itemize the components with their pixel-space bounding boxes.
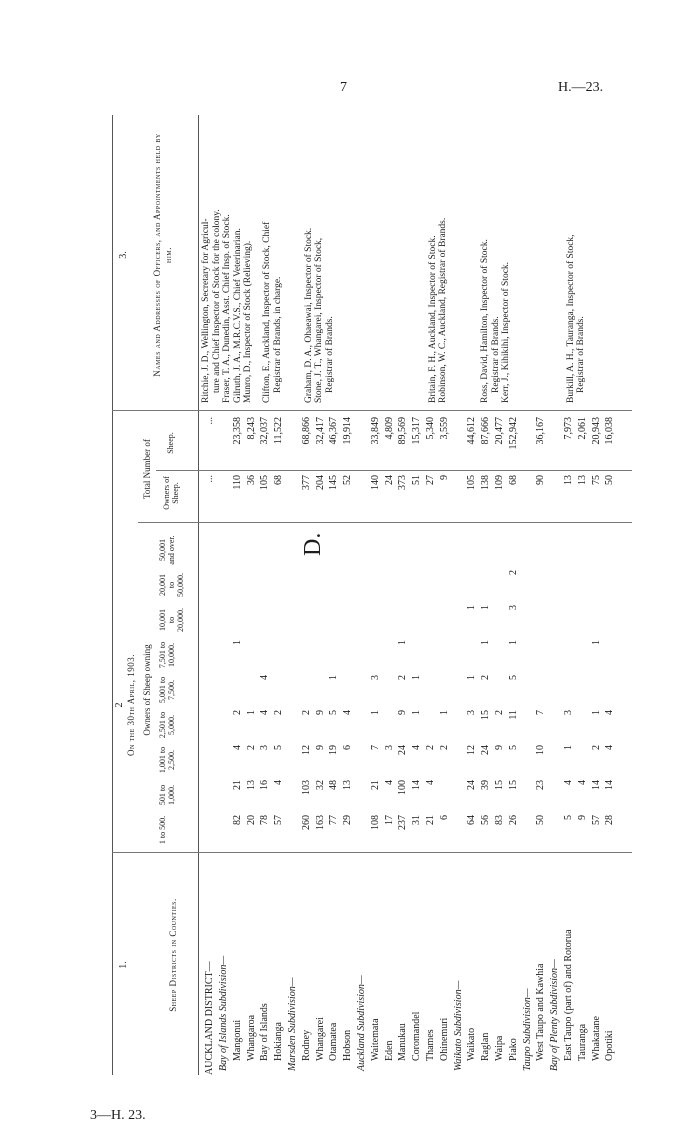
bracket-count: 12 bbox=[300, 745, 312, 755]
owners-header: Owners of Sheep. bbox=[162, 476, 180, 510]
sheep-count: 8,243 bbox=[245, 417, 257, 440]
bracket-header: 7,501 to 10,000. bbox=[158, 641, 176, 669]
col2-number: 2 bbox=[114, 702, 125, 708]
officer-entry bbox=[566, 117, 587, 403]
table-row bbox=[425, 411, 436, 1075]
col2-title: On the 30th April, 1903. bbox=[126, 654, 136, 756]
bracket-count: 57 bbox=[273, 815, 285, 825]
page-number: 7 bbox=[340, 80, 347, 95]
bracket-count: 2 bbox=[494, 710, 505, 715]
officer-line: Graham, D. A., Ohaeawai, Inspector of Stock. bbox=[303, 227, 314, 403]
sheep-count: 46,367 bbox=[328, 417, 340, 445]
owners-count: 50 bbox=[604, 475, 616, 485]
officer-line: Robinson, W. C., Auckland, Registrar of Brands. bbox=[438, 217, 449, 403]
subdivision-name: Waikato Subdivision— bbox=[452, 980, 464, 1071]
table-row bbox=[439, 411, 450, 1075]
sheep-count: 4,809 bbox=[383, 417, 395, 440]
bracket-count: 5 bbox=[507, 745, 519, 750]
bracket-count: 2 bbox=[590, 745, 602, 750]
owners-count: 105 bbox=[259, 475, 271, 490]
bracket-header: 1,001 to 2,500. bbox=[158, 746, 176, 774]
bracket-count: 9 bbox=[576, 815, 588, 820]
owners-count: 140 bbox=[369, 475, 381, 490]
sheep-count: 44,612 bbox=[466, 417, 478, 445]
sheep-count: 36,167 bbox=[535, 417, 547, 445]
officer-entry bbox=[428, 117, 449, 403]
col1-number: 1. bbox=[118, 961, 129, 969]
officer-line: ture and Chief Inspector of Stock for the colony. bbox=[211, 209, 222, 393]
bracket-count: 64 bbox=[466, 815, 478, 825]
table-row bbox=[273, 411, 284, 1075]
owners-group-title: Owners of Sheep owning bbox=[142, 644, 152, 736]
bracket-count: 17 bbox=[383, 815, 395, 825]
sheep-count: 33,849 bbox=[369, 417, 381, 445]
bracket-count: 20 bbox=[245, 815, 257, 825]
owners-count: 36 bbox=[245, 475, 257, 485]
bracket-count: 103 bbox=[300, 780, 312, 795]
county-name: Raglan bbox=[480, 1032, 492, 1061]
bracket-header: 50,001 and over. bbox=[158, 535, 176, 565]
total-group-title: Total Number of bbox=[142, 439, 152, 499]
table-row bbox=[218, 411, 229, 1075]
table-row bbox=[287, 411, 298, 1075]
table-row bbox=[397, 411, 408, 1075]
owners-count: 68 bbox=[507, 475, 519, 485]
bracket-count: 237 bbox=[397, 815, 409, 830]
bracket-count: 2 bbox=[507, 570, 519, 575]
table-row bbox=[522, 411, 533, 1075]
officer-line: Burkill, A. H., Tauranga, Inspector of Stock, bbox=[565, 234, 576, 403]
county-name: Coromandel bbox=[411, 1011, 423, 1061]
bracket-count: 48 bbox=[328, 780, 340, 790]
bracket-count: 2 bbox=[300, 710, 312, 715]
bracket-count: 2 bbox=[231, 710, 243, 715]
owners-count: 109 bbox=[494, 475, 505, 490]
bracket-count: 4 bbox=[425, 780, 436, 785]
sheep-count: 16,038 bbox=[604, 417, 616, 445]
bracket-count: 1 bbox=[397, 640, 409, 645]
subdivision-name: Marsden Subdivision— bbox=[287, 977, 298, 1071]
bracket-header: 20,001 to 50,000. bbox=[158, 573, 185, 597]
owners-count: 138 bbox=[480, 475, 492, 490]
bracket-count: 29 bbox=[342, 815, 354, 825]
county-name: Eden bbox=[383, 1040, 395, 1061]
bracket-count: 2 bbox=[438, 745, 450, 750]
bracket-count: 77 bbox=[328, 815, 340, 825]
county-name: Thames bbox=[425, 1029, 436, 1061]
bracket-count: 2 bbox=[480, 675, 492, 680]
owners-count: 13 bbox=[563, 475, 574, 485]
bracket-count: 32 bbox=[314, 780, 326, 790]
bracket-count: 28 bbox=[604, 815, 616, 825]
owners-count: 75 bbox=[590, 475, 602, 485]
bracket-count: 5 bbox=[328, 710, 340, 715]
sheep-count: 89,569 bbox=[397, 417, 409, 445]
table-row bbox=[370, 411, 381, 1075]
sheep-count: 87,666 bbox=[480, 417, 492, 445]
sheep-count: 68,866 bbox=[300, 417, 312, 445]
subdivision-name: Auckland Subdivision— bbox=[356, 975, 367, 1071]
county-name: Waikato bbox=[466, 1027, 478, 1061]
county-name: Opotiki bbox=[604, 1030, 616, 1061]
col3-title: Names and Addresses of Officers, and Appointments held by him. bbox=[152, 133, 173, 377]
col1-title: Sheep Districts in Counties. bbox=[168, 898, 178, 1012]
bracket-count: 5 bbox=[273, 745, 285, 750]
sheep-count: 32,417 bbox=[314, 417, 326, 445]
bracket-count: 13 bbox=[342, 780, 354, 790]
sheep-count: 19,914 bbox=[342, 417, 354, 445]
bracket-count: 4 bbox=[259, 710, 271, 715]
county-name: Piako bbox=[507, 1038, 519, 1061]
owners-count: 373 bbox=[397, 475, 409, 490]
table-row bbox=[494, 411, 505, 1075]
bracket-count: 260 bbox=[300, 815, 312, 830]
county-name: Rodney bbox=[300, 1029, 312, 1061]
table-row bbox=[453, 411, 464, 1075]
table-row bbox=[508, 411, 519, 1075]
bracket-header: 501 to 1,000. bbox=[158, 784, 176, 806]
table-row bbox=[259, 411, 270, 1075]
bracket-count: 5 bbox=[507, 675, 519, 680]
bracket-count: 21 bbox=[425, 815, 436, 825]
sheep-header: Sheep. bbox=[166, 432, 175, 454]
document-reference: H.—23. bbox=[558, 80, 604, 95]
bracket-count: 1 bbox=[411, 710, 423, 715]
bracket-count: 9 bbox=[397, 710, 409, 715]
bracket-count: 2 bbox=[245, 745, 257, 750]
bracket-count: 1 bbox=[369, 710, 381, 715]
bracket-count: 2 bbox=[425, 745, 436, 750]
bracket-count: 3 bbox=[466, 710, 478, 715]
bracket-count: 9 bbox=[494, 745, 505, 750]
owners-count: 68 bbox=[273, 475, 285, 485]
bracket-header: 2,501 to 5,000. bbox=[158, 711, 176, 739]
bracket-count: 3 bbox=[369, 675, 381, 680]
bracket-count: 4 bbox=[259, 675, 271, 680]
bracket-count: 14 bbox=[604, 780, 616, 790]
county-name: Hobson bbox=[342, 1029, 354, 1061]
officer-line: Registrar of Brands, in charge. bbox=[272, 276, 283, 393]
sheep-count: 3,559 bbox=[438, 417, 450, 440]
officer-line: Kerr, J., Kihikihi, Inspector of Stock. bbox=[501, 261, 512, 403]
officer-line: Registrar of Brands. bbox=[324, 316, 335, 393]
bracket-count: 4 bbox=[411, 745, 423, 750]
officer-line: Stone, J. T., Whangarei, Inspector of Stock, bbox=[314, 237, 325, 403]
owners-count: 52 bbox=[342, 475, 354, 485]
bracket-count: 57 bbox=[590, 815, 602, 825]
bracket-header: 10,001 to 20,000. bbox=[158, 608, 185, 632]
bracket-count: 4 bbox=[604, 745, 616, 750]
officer-entry bbox=[304, 117, 336, 403]
bracket-count: 4 bbox=[563, 780, 574, 785]
officer-entry bbox=[480, 117, 512, 403]
bracket-count: 15 bbox=[507, 780, 519, 790]
bracket-count: 4 bbox=[576, 780, 588, 785]
bracket-count: 56 bbox=[480, 815, 492, 825]
bracket-count: 83 bbox=[494, 815, 505, 825]
county-name: Whangaroa bbox=[245, 1014, 257, 1061]
county-name: Waipa bbox=[494, 1035, 505, 1061]
bracket-count: 7 bbox=[535, 710, 547, 715]
bracket-count: 1 bbox=[590, 710, 602, 715]
bracket-count: 1 bbox=[480, 605, 492, 610]
bracket-count: 23 bbox=[535, 780, 547, 790]
bracket-header: 1 to 500. bbox=[158, 815, 167, 845]
owners-count: 9 bbox=[438, 475, 450, 480]
table-row bbox=[328, 411, 339, 1075]
bracket-count: 7 bbox=[369, 745, 381, 750]
bracket-count: 24 bbox=[397, 745, 409, 755]
bracket-count: 1 bbox=[466, 605, 478, 610]
sheep-count: 32,037 bbox=[259, 417, 271, 445]
table-top-rule bbox=[112, 115, 113, 1075]
district-sheep: ... bbox=[204, 417, 215, 425]
county-name: Whakatane bbox=[590, 1016, 602, 1061]
bracket-count: 50 bbox=[535, 815, 547, 825]
section-letter: D. bbox=[300, 532, 326, 556]
bracket-count: 19 bbox=[328, 745, 340, 755]
bracket-count: 4 bbox=[273, 780, 285, 785]
bracket-count: 108 bbox=[369, 815, 381, 830]
table-row bbox=[301, 411, 312, 1075]
table-row bbox=[604, 411, 615, 1075]
bracket-count: 2 bbox=[273, 710, 285, 715]
owners-count: 90 bbox=[535, 475, 547, 485]
bracket-count: 4 bbox=[231, 745, 243, 750]
owners-count: 110 bbox=[231, 475, 243, 490]
bracket-count: 1 bbox=[231, 640, 243, 645]
bracket-count: 2 bbox=[397, 675, 409, 680]
officer-line: Munro, D., Inspector of Stock (Relieving). bbox=[243, 240, 254, 403]
bracket-header: 5,001 to 7,500. bbox=[158, 676, 176, 704]
county-name: Waitemata bbox=[369, 1018, 381, 1061]
county-name: Ohinemuri bbox=[438, 1017, 450, 1061]
table-row bbox=[577, 411, 588, 1075]
bracket-count: 4 bbox=[604, 710, 616, 715]
officer-line: Britain, F. H., Auckland, Inspector of Stock. bbox=[427, 235, 438, 403]
sheep-count: 2,061 bbox=[576, 417, 588, 440]
county-name: East Taupo (part of) and Rotorua bbox=[563, 929, 574, 1061]
sheep-count: 5,340 bbox=[425, 417, 436, 440]
county-name: Whangarei bbox=[314, 1017, 326, 1061]
subdivision-name: Taupo Subdivision— bbox=[521, 988, 533, 1071]
bracket-count: 3 bbox=[383, 745, 395, 750]
owners-count: 13 bbox=[576, 475, 588, 485]
table-row bbox=[480, 411, 491, 1075]
bracket-count: 6 bbox=[438, 815, 450, 820]
bracket-count: 14 bbox=[590, 780, 602, 790]
table-row bbox=[411, 411, 422, 1075]
county-name: Mangonui bbox=[231, 1019, 243, 1061]
officer-line: Ross, David, Hamilton, Inspector of Stock. bbox=[480, 239, 491, 403]
officer-line: Clifton, E., Auckland, Inspector of Stock, Chief bbox=[262, 221, 273, 403]
subdivision-name: Bay of Islands Subdivision— bbox=[218, 955, 229, 1071]
bracket-count: 100 bbox=[397, 780, 409, 795]
subdivision-name: Bay of Plenty Subdivision— bbox=[549, 959, 561, 1071]
bracket-count: 24 bbox=[466, 780, 478, 790]
bracket-count: 82 bbox=[231, 815, 243, 825]
bracket-count: 4 bbox=[383, 780, 395, 785]
table-row bbox=[356, 411, 367, 1075]
bracket-count: 9 bbox=[314, 745, 326, 750]
bracket-count: 21 bbox=[369, 780, 381, 790]
bracket-count: 11 bbox=[507, 710, 519, 720]
sheep-count: 11,522 bbox=[273, 417, 285, 445]
officer-line: Ritchie, J. D., Wellington, Secretary for Agricul- bbox=[201, 218, 212, 403]
officer-line: Gilruth, J. A., M.R.C.V.S., Chief Veterinarian. bbox=[232, 228, 243, 403]
bracket-count: 5 bbox=[563, 815, 574, 820]
bracket-count: 12 bbox=[466, 745, 478, 755]
table-row bbox=[384, 411, 395, 1075]
bracket-count: 1 bbox=[507, 640, 519, 645]
bracket-count: 39 bbox=[480, 780, 492, 790]
bracket-count: 10 bbox=[535, 745, 547, 755]
bracket-count: 1 bbox=[245, 710, 257, 715]
table-row bbox=[549, 411, 560, 1075]
bracket-count: 1 bbox=[328, 675, 340, 680]
table-row bbox=[563, 411, 574, 1075]
sheep-count: 15,317 bbox=[411, 417, 423, 445]
officer-line: Registrar of Brands. bbox=[576, 316, 587, 393]
bracket-count: 1 bbox=[590, 640, 602, 645]
sheep-count: 20,477 bbox=[494, 417, 505, 445]
table-row bbox=[246, 411, 257, 1075]
bracket-count: 4 bbox=[342, 710, 354, 715]
bracket-count: 1 bbox=[466, 675, 478, 680]
county-name: Bay of Islands bbox=[259, 1003, 271, 1061]
bracket-count: 15 bbox=[494, 780, 505, 790]
bracket-count: 15 bbox=[480, 710, 492, 720]
bracket-count: 31 bbox=[411, 815, 423, 825]
bracket-count: 16 bbox=[259, 780, 271, 790]
bracket-count: 3 bbox=[563, 710, 574, 715]
county-name: Tauranga bbox=[576, 1023, 588, 1061]
owners-count: 377 bbox=[300, 475, 312, 490]
header-bottom-rule bbox=[198, 115, 199, 1075]
bracket-count: 14 bbox=[411, 780, 423, 790]
bracket-count: 24 bbox=[480, 745, 492, 755]
table-row bbox=[535, 411, 546, 1075]
owners-count: 27 bbox=[425, 475, 436, 485]
bracket-count: 163 bbox=[314, 815, 326, 830]
bracket-count: 1 bbox=[563, 745, 574, 750]
owners-count: 24 bbox=[383, 475, 395, 485]
owners-count: 51 bbox=[411, 475, 423, 485]
col3-number: 3. bbox=[118, 251, 129, 259]
officer-line: Registrar of Brands. bbox=[490, 316, 501, 393]
bracket-count: 1 bbox=[438, 710, 450, 715]
county-name: Hokianga bbox=[273, 1022, 285, 1061]
owners-count: 105 bbox=[466, 475, 478, 490]
bracket-count: 6 bbox=[342, 745, 354, 750]
county-name: West Taupo and Kawhia bbox=[535, 963, 547, 1061]
sheep-count: 152,942 bbox=[507, 417, 519, 450]
bracket-count: 78 bbox=[259, 815, 271, 825]
bracket-count: 13 bbox=[245, 780, 257, 790]
bracket-count: 9 bbox=[314, 710, 326, 715]
district-title: AUCKLAND DISTRICT— bbox=[204, 961, 215, 1075]
table-row bbox=[466, 411, 477, 1075]
bracket-count: 26 bbox=[507, 815, 519, 825]
bracket-count: 1 bbox=[411, 675, 423, 680]
bracket-count: 3 bbox=[259, 745, 271, 750]
table-row bbox=[315, 411, 326, 1075]
bracket-count: 1 bbox=[480, 640, 492, 645]
sheep-count: 7,973 bbox=[563, 417, 574, 440]
sheep-count: 23,358 bbox=[231, 417, 243, 445]
county-name: Manukau bbox=[397, 1023, 409, 1061]
table-row bbox=[342, 411, 353, 1075]
sheep-returns-table bbox=[112, 115, 632, 1075]
owners-count: 145 bbox=[328, 475, 340, 490]
officer-line: Fraser, T. A., Dunedin, Asst. Chief Insp. of Stock. bbox=[222, 214, 233, 403]
sheep-count: 20,943 bbox=[590, 417, 602, 445]
owners-count: 204 bbox=[314, 475, 326, 490]
table-row bbox=[591, 411, 602, 1075]
sheet-reference: 3—H. 23. bbox=[90, 1108, 146, 1123]
table-row bbox=[232, 411, 243, 1075]
county-name: Otamatea bbox=[328, 1022, 340, 1061]
officer-entry bbox=[201, 117, 254, 403]
district-owners: ... bbox=[204, 475, 215, 483]
bracket-count: 21 bbox=[231, 780, 243, 790]
officer-entry bbox=[262, 117, 283, 403]
bracket-count: 3 bbox=[507, 605, 519, 610]
